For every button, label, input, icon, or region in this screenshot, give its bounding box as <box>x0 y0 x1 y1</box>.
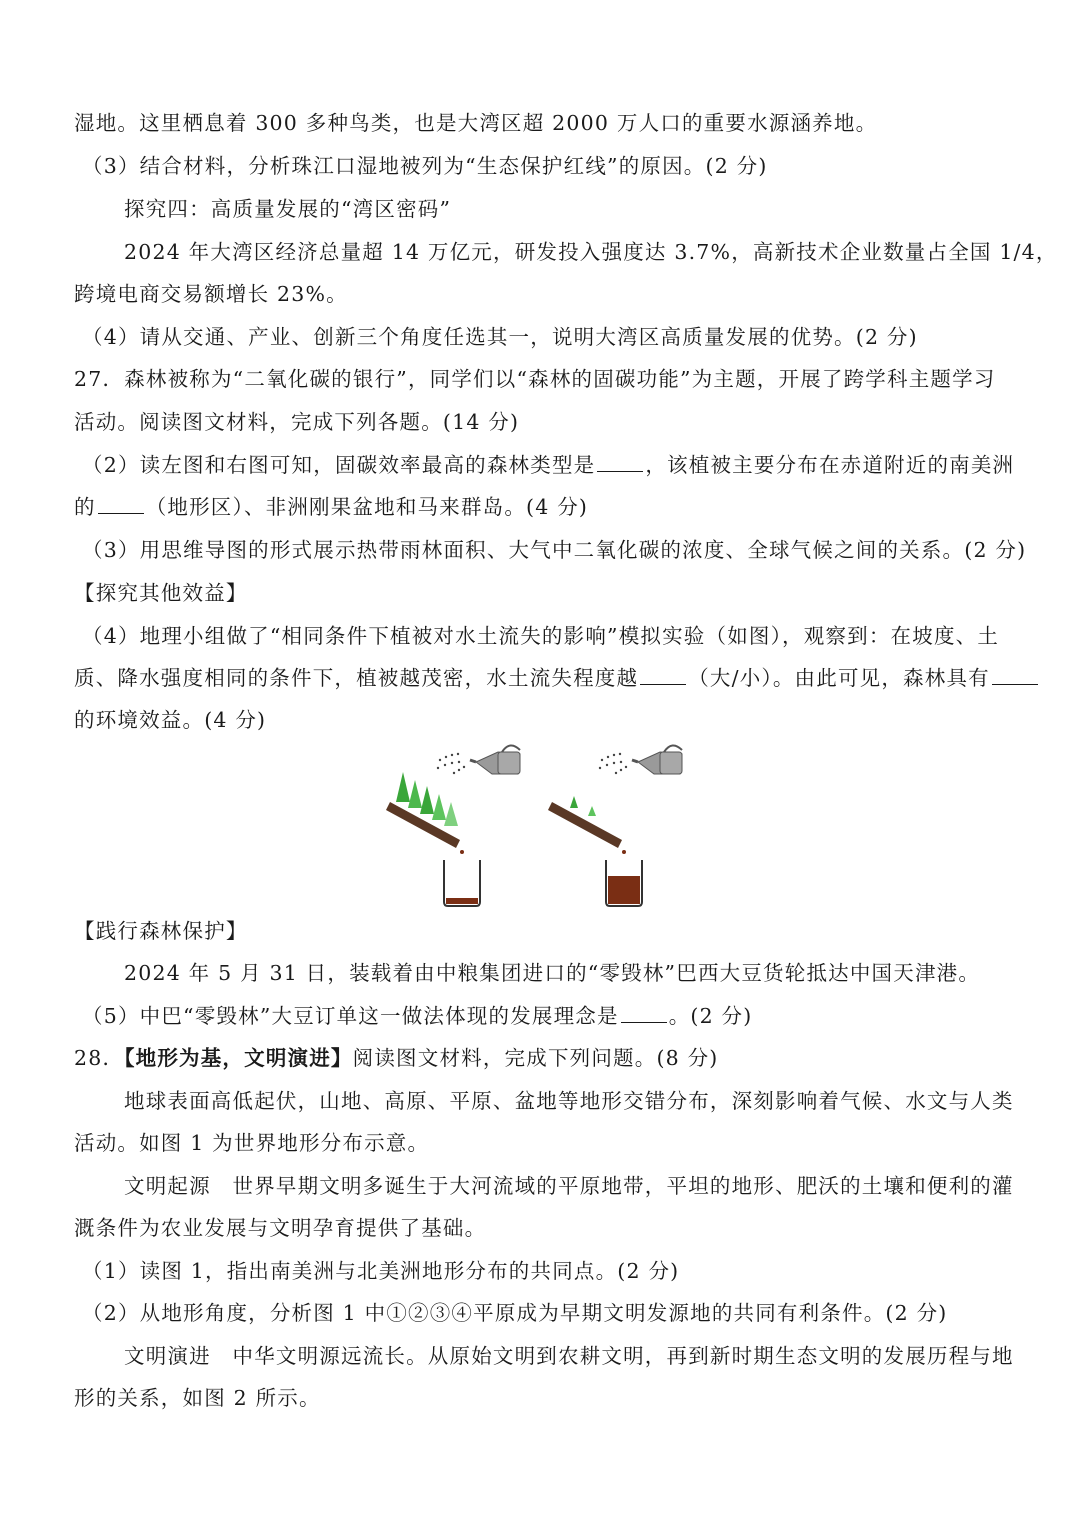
tree-icon <box>420 786 434 814</box>
text-line <box>74 663 1006 693</box>
soil-sediment <box>608 876 640 904</box>
watering-can-icon <box>470 745 520 774</box>
tree-icon <box>588 806 596 816</box>
text-line: 地球表面高低起伏，山地、高原、平原、盆地等地形交错分布，深刻影响着气候、水文与人类 <box>124 1089 1014 1113</box>
text-line: 活动。阅读图文材料，完成下列各题。(14 分) <box>74 410 520 434</box>
question-number: 28． <box>74 1046 125 1070</box>
water-spray <box>437 753 465 774</box>
text-line: 活动。如图 1 为世界地形分布示意。 <box>74 1131 430 1155</box>
text-span: ，该植被主要分布在赤道附近的南美洲 <box>645 453 1015 477</box>
section-heading: 【践行森林保护】 <box>74 919 248 943</box>
question-4: （4）请从交通、产业、创新三个角度任选其一，说明大湾区高质量发展的优势。(2 分) <box>82 325 918 349</box>
question-27-5 <box>82 1001 1006 1031</box>
water-spray <box>599 753 627 774</box>
text-span: 阅读图文材料，完成下列问题。(8 分) <box>352 1046 719 1070</box>
question-27-title: 27．森林被称为“二氧化碳的银行”，同学们以“森林的固碳功能”为主题，开展了跨学科主题学习 <box>74 367 996 391</box>
text-span: 。(2 分) <box>668 1004 753 1028</box>
text-line: 跨境电商交易额增长 23%。 <box>74 282 348 306</box>
soil-sediment <box>446 898 478 904</box>
question-3: （3）结合材料，分析珠江口湿地被列为“生态保护红线”的原因。(2 分) <box>82 154 768 178</box>
text-span: （2）读左图和右图可知，固碳效率最高的森林类型是 <box>82 453 596 477</box>
text-line: 文明起源 世界早期文明多诞生于大河流域的平原地带，平坦的地形、肥沃的土壤和便利的灌 <box>124 1174 1014 1198</box>
text-span: （5）中巴“零毁林”大豆订单这一做法体现的发展理念是 <box>82 1004 619 1028</box>
text-span: 质、降水强度相同的条件下，植被越茂密，水土流失程度越 <box>74 666 639 690</box>
section-heading: 探究四：高质量发展的“湾区密码” <box>124 197 452 221</box>
beaker-icon <box>444 850 480 906</box>
question-theme: 【地形为基，文明演进】 <box>124 1046 353 1070</box>
question-28-1: （1）读图 1，指出南美洲与北美洲地形分布的共同点。(2 分) <box>82 1259 680 1283</box>
question-27-4: （4）地理小组做了“相同条件下植被对水土流失的影响”模拟实验（如图），观察到：在坡度、土 <box>82 624 1000 648</box>
text-span: （地形区）、非洲刚果盆地和马来群岛。(4 分) <box>145 495 589 519</box>
question-28-2: （2）从地形角度，分析图 1 中①②③④平原成为早期文明发源地的共同有利条件。(2 分) <box>82 1301 948 1325</box>
beaker-icon <box>606 850 642 906</box>
left-experiment <box>386 745 520 906</box>
text-line: 形的关系，如图 2 所示。 <box>74 1386 321 1410</box>
tree-icon <box>570 796 578 808</box>
text-span: 的 <box>74 495 96 519</box>
answer-blank <box>597 451 643 472</box>
answer-blank <box>640 664 686 685</box>
text-line: 溉条件为农业发展与文明孕育提供了基础。 <box>74 1216 487 1240</box>
text-line: 2024 年 5 月 31 日，装载着由中粮集团进口的“零毁林”巴西大豆货轮抵达中国天津港。 <box>124 961 981 985</box>
tree-icon <box>432 794 446 820</box>
tree-icon <box>396 772 410 802</box>
text-line: 2024 年大湾区经济总量超 14 万亿元，研发投入强度达 3.7%，高新技术企业数量占全国 1/4， <box>124 240 1058 264</box>
answer-blank <box>992 664 1038 685</box>
tree-icon <box>444 802 458 826</box>
question-27-3: （3）用思维导图的形式展示热带雨林面积、大气中二氧化碳的浓度、全球气候之间的关系。(2 分) <box>82 538 1027 562</box>
watering-can-icon <box>632 745 682 774</box>
section-heading: 【探究其他效益】 <box>74 581 248 605</box>
answer-blank <box>98 493 144 514</box>
right-experiment <box>548 745 682 906</box>
text-line: 文明演进 中华文明源远流长。从原始文明到农耕文明，再到新时期生态文明的发展历程与地 <box>124 1344 1014 1368</box>
text-line <box>74 492 1006 522</box>
question-28-title <box>74 1043 1006 1073</box>
text-line: 的环境效益。(4 分) <box>74 708 267 732</box>
slope-board <box>548 802 622 848</box>
text-line: 湿地。这里栖息着 300 多种鸟类，也是大湾区超 2000 万人口的重要水源涵养地。 <box>74 111 878 135</box>
answer-blank <box>621 1002 667 1023</box>
text-span: （大/小）。由此可见，森林具有 <box>688 666 990 690</box>
erosion-experiment-figure <box>380 740 710 910</box>
question-27-2 <box>82 450 1015 480</box>
tree-icon <box>408 780 422 808</box>
